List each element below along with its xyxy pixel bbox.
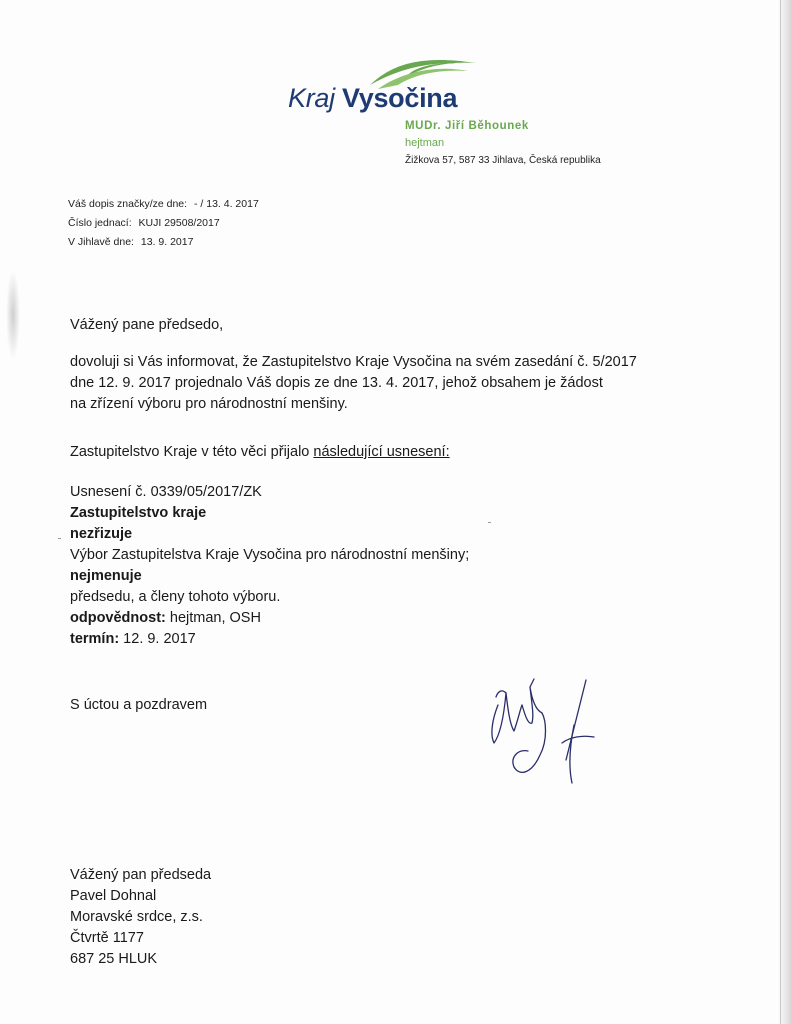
resolution-verb-2: nejmenuje	[70, 568, 142, 584]
ref-label: Číslo jednací:	[68, 217, 132, 229]
term-label: termín:	[70, 631, 120, 647]
logo-word-kraj: Kraj	[288, 83, 335, 113]
ref-value: - / 13. 4. 2017	[194, 198, 259, 210]
intro-line: dovoluji si Vás informovat, že Zastupitelstvo Kraje Vysočina na svém zasedání č. 5/2017	[70, 354, 637, 370]
ref-label: Váš dopis značky/ze dne:	[68, 198, 188, 210]
addressee-line: Vážený pan předseda	[70, 867, 212, 883]
resolution-verb-1: nezřizuje	[70, 526, 133, 542]
resolution-intro-text: Zastupitelstvo Kraje v této věci přijalo	[70, 444, 314, 460]
resolution-number: Usnesení č. 0339/05/2017/ZK	[70, 484, 262, 500]
addressee-line: Čtvrtě 1177	[70, 930, 144, 946]
resolution-object-1: Výbor Zastupitelstva Kraje Vysočina pro národnostní menšiny;	[70, 547, 470, 563]
addressee-line: Moravské srdce, z.s.	[70, 909, 203, 925]
kraj-vysocina-logo	[288, 55, 478, 125]
ref-value: KUJI 29508/2017	[138, 217, 220, 229]
reference-block	[68, 195, 259, 252]
scan-edge-line	[780, 0, 781, 1024]
sender-block	[405, 118, 601, 169]
resolution-intro	[70, 442, 710, 463]
scan-speck	[488, 522, 491, 523]
addressee-block	[70, 865, 211, 970]
resolution-term	[70, 629, 710, 650]
responsibility-label: odpovědnost:	[70, 610, 166, 626]
sender-role: hejtman	[405, 137, 445, 149]
scan-smudge	[6, 270, 20, 360]
resolution-object-2: předsedu, a členy tohoto výboru.	[70, 589, 281, 605]
ref-row	[68, 233, 259, 252]
ref-row	[68, 214, 259, 233]
ref-label: V Jihlavě dne:	[68, 236, 134, 248]
sender-name: MUDr. Jiří Běhounek	[405, 120, 529, 132]
ref-row	[68, 195, 259, 214]
intro-paragraph	[70, 352, 710, 415]
resolution-intro-underlined: následující usnesení:	[313, 444, 450, 460]
scan-speck	[58, 538, 61, 539]
addressee-line: 687 25 HLUK	[70, 951, 158, 967]
addressee-line: Pavel Dohnal	[70, 888, 157, 904]
resolution-body: Zastupitelstvo kraje	[70, 505, 207, 521]
resolution-block	[70, 482, 710, 650]
ref-value: 13. 9. 2017	[140, 236, 194, 248]
sender-address: Žižkova 57, 587 33 Jihlava, Česká republika	[405, 155, 601, 166]
handwritten-signature	[470, 665, 620, 795]
logo-wordmark	[288, 83, 457, 114]
resolution-responsibility	[70, 608, 710, 629]
salutation: Vážený pane předsedo,	[70, 317, 224, 333]
logo-word-vysocina: Vysočina	[342, 83, 458, 113]
term-value: 12. 9. 2017	[119, 631, 196, 647]
responsibility-value: hejtman, OSH	[165, 610, 261, 626]
intro-line: na zřízení výboru pro národnostní menšiny.	[70, 396, 348, 412]
intro-line: dne 12. 9. 2017 projednalo Váš dopis ze dne 13. 4. 2017, jehož obsahem je žádost	[70, 375, 603, 391]
closing: S úctou a pozdravem	[70, 697, 208, 713]
